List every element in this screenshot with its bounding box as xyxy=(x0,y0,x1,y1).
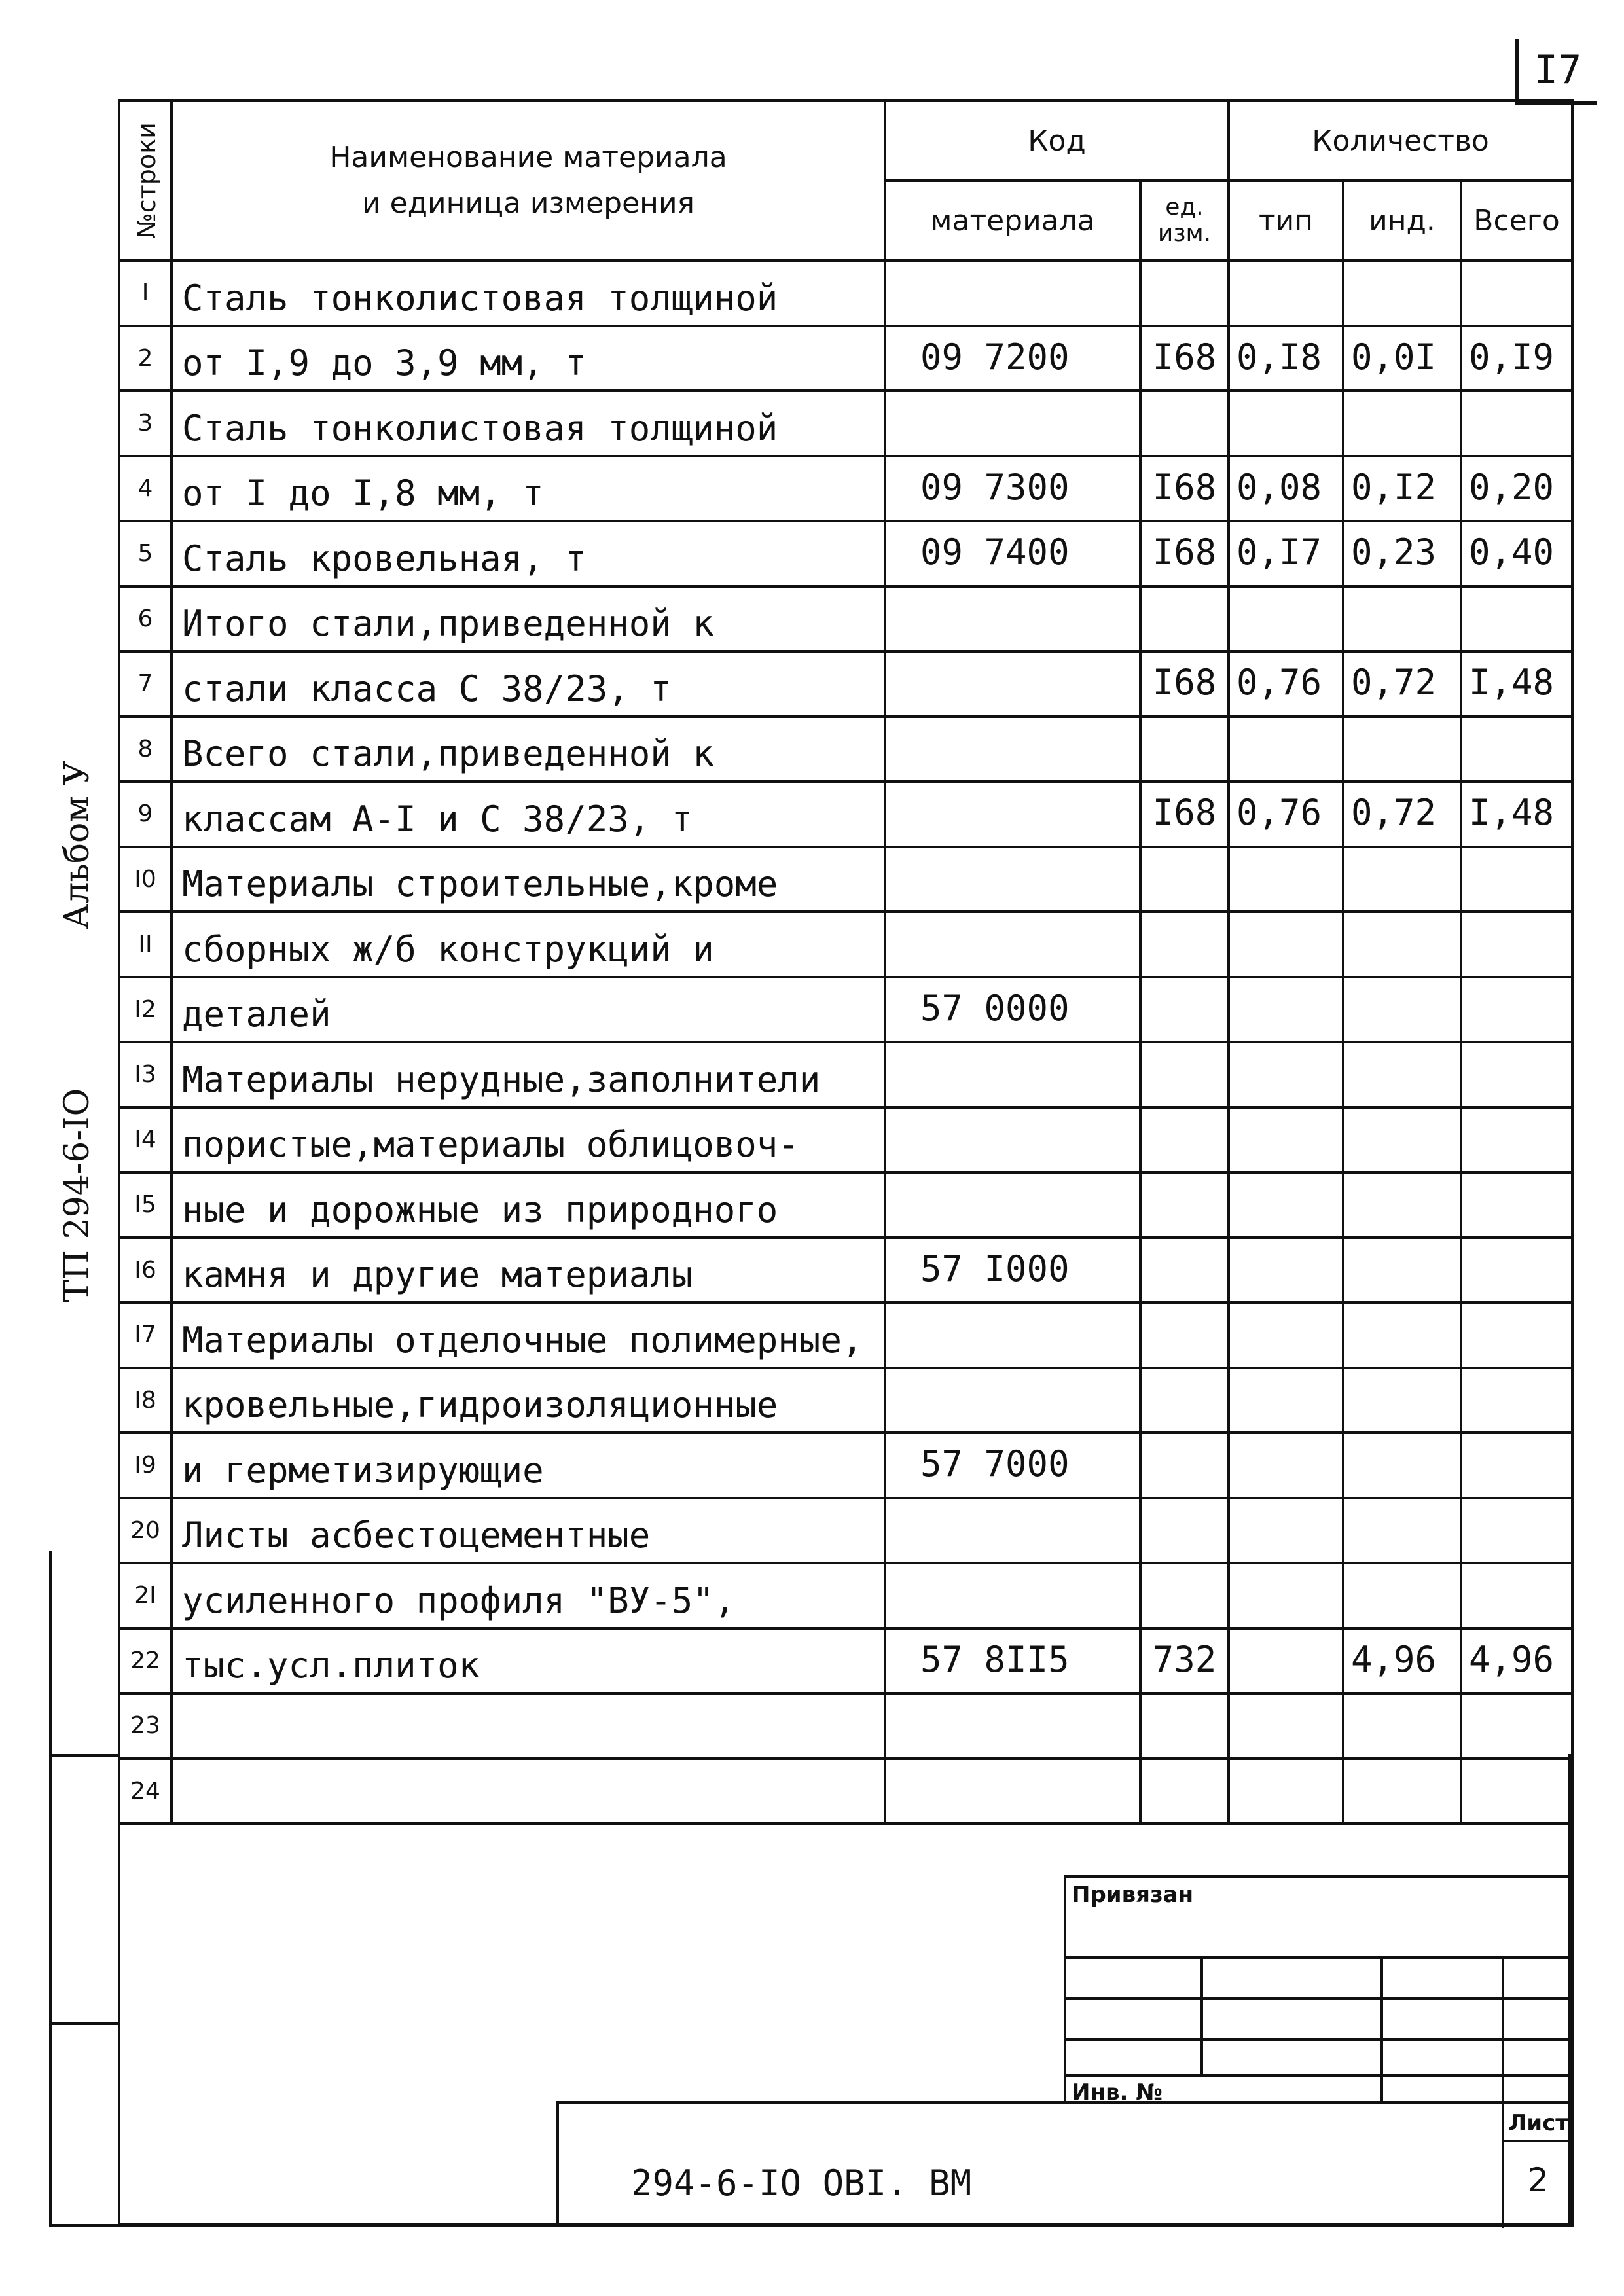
unit-code-cell xyxy=(1140,1302,1229,1368)
material-code-cell xyxy=(885,781,1140,847)
material-code-cell xyxy=(885,847,1140,912)
table-row xyxy=(119,781,1572,847)
qty-ind-cell: 4,96 xyxy=(1343,1628,1461,1694)
qty-type-cell xyxy=(1229,586,1343,652)
material-code-cell xyxy=(885,1042,1140,1107)
row-number-cell: 8 xyxy=(119,717,171,782)
bound-block xyxy=(1064,1875,1571,2106)
material-name-cell: Всего стали,приведенной к xyxy=(171,717,885,782)
qty-type-cell xyxy=(1229,1433,1343,1498)
table-row xyxy=(119,260,1572,326)
qty-type-cell xyxy=(1229,977,1343,1043)
sheet-value: 2 xyxy=(1528,2161,1549,2199)
qty-ind-cell xyxy=(1343,586,1461,652)
qty-total-cell xyxy=(1461,1238,1572,1303)
qty-type-cell: 0,08 xyxy=(1229,456,1343,522)
row-number-cell: I9 xyxy=(119,1433,171,1498)
material-code-cell xyxy=(885,1172,1140,1238)
material-code-cell: 09 7300 xyxy=(885,456,1140,522)
table-row xyxy=(119,1693,1572,1759)
material-name-cell: Сталь кровельная, т xyxy=(171,521,885,586)
project-label: ТП 294-6-IO xyxy=(58,1088,97,1302)
unit-code-cell xyxy=(1140,1107,1229,1173)
table-row xyxy=(119,1628,1572,1694)
table-row xyxy=(119,1042,1572,1107)
material-name-cell: Материалы строительные,кроме xyxy=(171,847,885,912)
qty-total-cell: 0,40 xyxy=(1461,521,1572,586)
table-row xyxy=(119,326,1572,391)
unit-code-cell xyxy=(1140,1042,1229,1107)
table-row xyxy=(119,1368,1572,1433)
row-number-cell: 2I xyxy=(119,1563,171,1628)
qty-total-cell xyxy=(1461,912,1572,977)
row-number-cell: I6 xyxy=(119,1238,171,1303)
binding-strip-divider-2 xyxy=(49,2022,118,2025)
qty-type-cell: 0,I8 xyxy=(1229,326,1343,391)
qty-ind-cell xyxy=(1343,847,1461,912)
material-code-cell: 57 I000 xyxy=(885,1238,1140,1303)
row-number-cell: I0 xyxy=(119,847,171,912)
row-number-cell: 23 xyxy=(119,1693,171,1759)
material-code-cell xyxy=(885,1563,1140,1628)
qty-type-cell: 0,76 xyxy=(1229,781,1343,847)
material-name-cell: пористые,материалы облицовоч- xyxy=(171,1107,885,1173)
row-number-cell: I5 xyxy=(119,1172,171,1238)
qty-ind-cell: 0,0I xyxy=(1343,326,1461,391)
qty-type-cell xyxy=(1229,1042,1343,1107)
table-row xyxy=(119,977,1572,1043)
qty-ind-cell: 0,I2 xyxy=(1343,456,1461,522)
code-group-header: Код xyxy=(885,101,1229,181)
row-number-cell: 24 xyxy=(119,1759,171,1824)
table-row xyxy=(119,717,1572,782)
qty-type-cell: 0,I7 xyxy=(1229,521,1343,586)
qty-type-cell xyxy=(1229,1302,1343,1368)
unit-code-cell: I68 xyxy=(1140,521,1229,586)
row-number-cell: I4 xyxy=(119,1107,171,1173)
material-name-cell: стали класса С 38/23, т xyxy=(171,651,885,717)
material-name-cell: Листы асбестоцементные xyxy=(171,1498,885,1564)
binding-strip-line xyxy=(49,1551,52,2225)
qty-total-cell xyxy=(1461,1107,1572,1173)
qty-ind-cell xyxy=(1343,1368,1461,1433)
table-row xyxy=(119,391,1572,456)
qty-total-cell: 0,20 xyxy=(1461,456,1572,522)
album-label: Альбом У xyxy=(58,761,97,929)
unit-code-cell xyxy=(1140,1238,1229,1303)
material-code-cell xyxy=(885,1107,1140,1173)
material-name-cell: Сталь тонколистовая толщиной xyxy=(171,391,885,456)
material-code-cell: 57 0000 xyxy=(885,977,1140,1043)
unit-code-cell: I68 xyxy=(1140,781,1229,847)
table-row xyxy=(119,1238,1572,1303)
unit-code-cell: 732 xyxy=(1140,1628,1229,1694)
table-row xyxy=(119,521,1572,586)
material-name-cell: сборных ж/б конструкций и xyxy=(171,912,885,977)
unit-code-cell xyxy=(1140,1368,1229,1433)
unit-code-cell xyxy=(1140,391,1229,456)
table-row xyxy=(119,1302,1572,1368)
material-code-cell xyxy=(885,1498,1140,1564)
qty-total-cell xyxy=(1461,1042,1572,1107)
qty-ind-cell xyxy=(1343,717,1461,782)
material-name-cell: и герметизирующие xyxy=(171,1433,885,1498)
row-number-cell: 2 xyxy=(119,326,171,391)
unit-code-cell xyxy=(1140,1433,1229,1498)
qty-ind-cell xyxy=(1343,1107,1461,1173)
qty-type-cell xyxy=(1229,1172,1343,1238)
qty-type-cell xyxy=(1229,1628,1343,1694)
material-name-cell: Сталь тонколистовая толщиной xyxy=(171,260,885,326)
unit-code-cell xyxy=(1140,1563,1229,1628)
qty-total-cell xyxy=(1461,260,1572,326)
material-name-cell: Материалы нерудные,заполнители xyxy=(171,1042,885,1107)
row-number-cell: 5 xyxy=(119,521,171,586)
qty-ind-cell xyxy=(1343,1563,1461,1628)
unit-code-cell xyxy=(1140,1172,1229,1238)
row-number-cell: II xyxy=(119,912,171,977)
code-material-header: материала xyxy=(885,181,1140,260)
qty-ind-cell xyxy=(1343,260,1461,326)
qty-total-cell xyxy=(1461,1563,1572,1628)
qty-ind-cell xyxy=(1343,1238,1461,1303)
table-row xyxy=(119,1107,1572,1173)
unit-code-cell xyxy=(1140,260,1229,326)
qty-ind-header: инд. xyxy=(1343,181,1461,260)
qty-total-cell xyxy=(1461,1498,1572,1564)
qty-total-cell xyxy=(1461,391,1572,456)
qty-ind-cell xyxy=(1343,912,1461,977)
material-code-cell xyxy=(885,1302,1140,1368)
qty-ind-cell xyxy=(1343,1042,1461,1107)
qty-ind-cell xyxy=(1343,391,1461,456)
qty-total-cell xyxy=(1461,977,1572,1043)
row-number-cell: I2 xyxy=(119,977,171,1043)
qty-total-cell xyxy=(1461,1433,1572,1498)
bound-label: Привязан xyxy=(1072,1882,1194,1908)
table-row xyxy=(119,1563,1572,1628)
qty-type-cell xyxy=(1229,1498,1343,1564)
material-name-cell xyxy=(171,1693,885,1759)
material-name-cell: тыс.усл.плиток xyxy=(171,1628,885,1694)
qty-total-header: Всего xyxy=(1461,181,1572,260)
qty-total-cell xyxy=(1461,847,1572,912)
sheet-label: Лист xyxy=(1508,2110,1568,2136)
material-code-cell xyxy=(885,391,1140,456)
qty-type-cell xyxy=(1229,260,1343,326)
table-row xyxy=(119,1172,1572,1238)
material-code-cell: 09 7400 xyxy=(885,521,1140,586)
unit-code-cell xyxy=(1140,977,1229,1043)
materials-table xyxy=(118,99,1574,1825)
unit-code-cell xyxy=(1140,586,1229,652)
material-code-cell xyxy=(885,651,1140,717)
qty-ind-cell xyxy=(1343,1693,1461,1759)
qty-type-cell xyxy=(1229,391,1343,456)
qty-ind-cell: 0,72 xyxy=(1343,651,1461,717)
row-number-cell: I7 xyxy=(119,1302,171,1368)
material-name-cell: деталей xyxy=(171,977,885,1043)
qty-ind-cell xyxy=(1343,1433,1461,1498)
unit-code-cell: I68 xyxy=(1140,326,1229,391)
unit-code-cell xyxy=(1140,1693,1229,1759)
material-name-cell: кровельные,гидроизоляционные xyxy=(171,1368,885,1433)
qty-type-header: тип xyxy=(1229,181,1343,260)
unit-code-cell xyxy=(1140,847,1229,912)
row-number-cell: 6 xyxy=(119,586,171,652)
inv-label: Инв. № xyxy=(1072,2079,1163,2106)
material-name-cell: от I,9 до 3,9 мм, т xyxy=(171,326,885,391)
qty-ind-cell xyxy=(1343,977,1461,1043)
qty-type-cell xyxy=(1229,1238,1343,1303)
qty-type-cell xyxy=(1229,912,1343,977)
qty-type-cell: 0,76 xyxy=(1229,651,1343,717)
material-name-cell: камня и другие материалы xyxy=(171,1238,885,1303)
material-code-cell xyxy=(885,717,1140,782)
row-number-cell: I xyxy=(119,260,171,326)
material-code-cell xyxy=(885,586,1140,652)
qty-type-cell xyxy=(1229,847,1343,912)
material-name-cell: Материалы отделочные полимерные, xyxy=(171,1302,885,1368)
qty-type-cell xyxy=(1229,1693,1343,1759)
row-number-cell: I8 xyxy=(119,1368,171,1433)
qty-type-cell xyxy=(1229,717,1343,782)
qty-total-cell xyxy=(1461,717,1572,782)
table-row xyxy=(119,912,1572,977)
material-code-cell xyxy=(885,1693,1140,1759)
qty-ind-cell xyxy=(1343,1498,1461,1564)
row-number-cell: 3 xyxy=(119,391,171,456)
qty-ind-cell: 0,72 xyxy=(1343,781,1461,847)
material-name-cell: усиленного профиля "ВУ-5", xyxy=(171,1563,885,1628)
qty-total-cell xyxy=(1461,1693,1572,1759)
qty-ind-cell xyxy=(1343,1172,1461,1238)
table-row xyxy=(119,651,1572,717)
unit-code-cell xyxy=(1140,912,1229,977)
material-name-cell: от I до I,8 мм, т xyxy=(171,456,885,522)
material-code-cell: 09 7200 xyxy=(885,326,1140,391)
table-row xyxy=(119,456,1572,522)
qty-type-cell xyxy=(1229,1563,1343,1628)
qty-type-cell xyxy=(1229,1107,1343,1173)
row-number-cell: 20 xyxy=(119,1498,171,1564)
qty-total-cell: 4,96 xyxy=(1461,1628,1572,1694)
material-name-cell: классам А-I и С 38/23, т xyxy=(171,781,885,847)
unit-code-cell: I68 xyxy=(1140,651,1229,717)
qty-ind-cell: 0,23 xyxy=(1343,521,1461,586)
row-number-cell: I3 xyxy=(119,1042,171,1107)
binding-strip-divider-1 xyxy=(49,1754,118,1757)
table-row xyxy=(119,1498,1572,1564)
table-row xyxy=(119,847,1572,912)
unit-code-cell xyxy=(1140,1498,1229,1564)
row-number-cell: 22 xyxy=(119,1628,171,1694)
unit-code-cell: I68 xyxy=(1140,456,1229,522)
material-code-cell: 57 7000 xyxy=(885,1433,1140,1498)
sheet-number: I7 xyxy=(1515,39,1597,105)
material-code-cell xyxy=(885,260,1140,326)
qty-total-cell xyxy=(1461,586,1572,652)
material-name-cell: ные и дорожные из природного xyxy=(171,1172,885,1238)
unit-code-cell xyxy=(1140,717,1229,782)
material-code-cell xyxy=(885,1368,1140,1433)
row-number-cell: 9 xyxy=(119,781,171,847)
table-row xyxy=(119,1433,1572,1498)
quantity-group-header: Количество xyxy=(1229,101,1572,181)
doc-code-block xyxy=(556,2101,1571,2225)
material-name-cell: Итого стали,приведенной к xyxy=(171,586,885,652)
qty-total-cell: 0,I9 xyxy=(1461,326,1572,391)
material-name-header: Наименование материала и единица измерения xyxy=(171,101,885,260)
material-code-cell: 57 8II5 xyxy=(885,1628,1140,1694)
qty-type-cell xyxy=(1229,1368,1343,1433)
qty-total-cell xyxy=(1461,1302,1572,1368)
qty-ind-cell xyxy=(1343,1302,1461,1368)
row-number-cell: 7 xyxy=(119,651,171,717)
qty-total-cell: I,48 xyxy=(1461,781,1572,847)
table-row xyxy=(119,586,1572,652)
unit-header: ед. изм. xyxy=(1140,181,1229,260)
row-number-cell: 4 xyxy=(119,456,171,522)
material-code-cell xyxy=(885,912,1140,977)
row-number-header: №строки xyxy=(119,101,171,260)
qty-total-cell xyxy=(1461,1172,1572,1238)
doc-code: 294-6-IO OBI. BM xyxy=(631,2162,972,2204)
qty-total-cell: I,48 xyxy=(1461,651,1572,717)
qty-total-cell xyxy=(1461,1368,1572,1433)
